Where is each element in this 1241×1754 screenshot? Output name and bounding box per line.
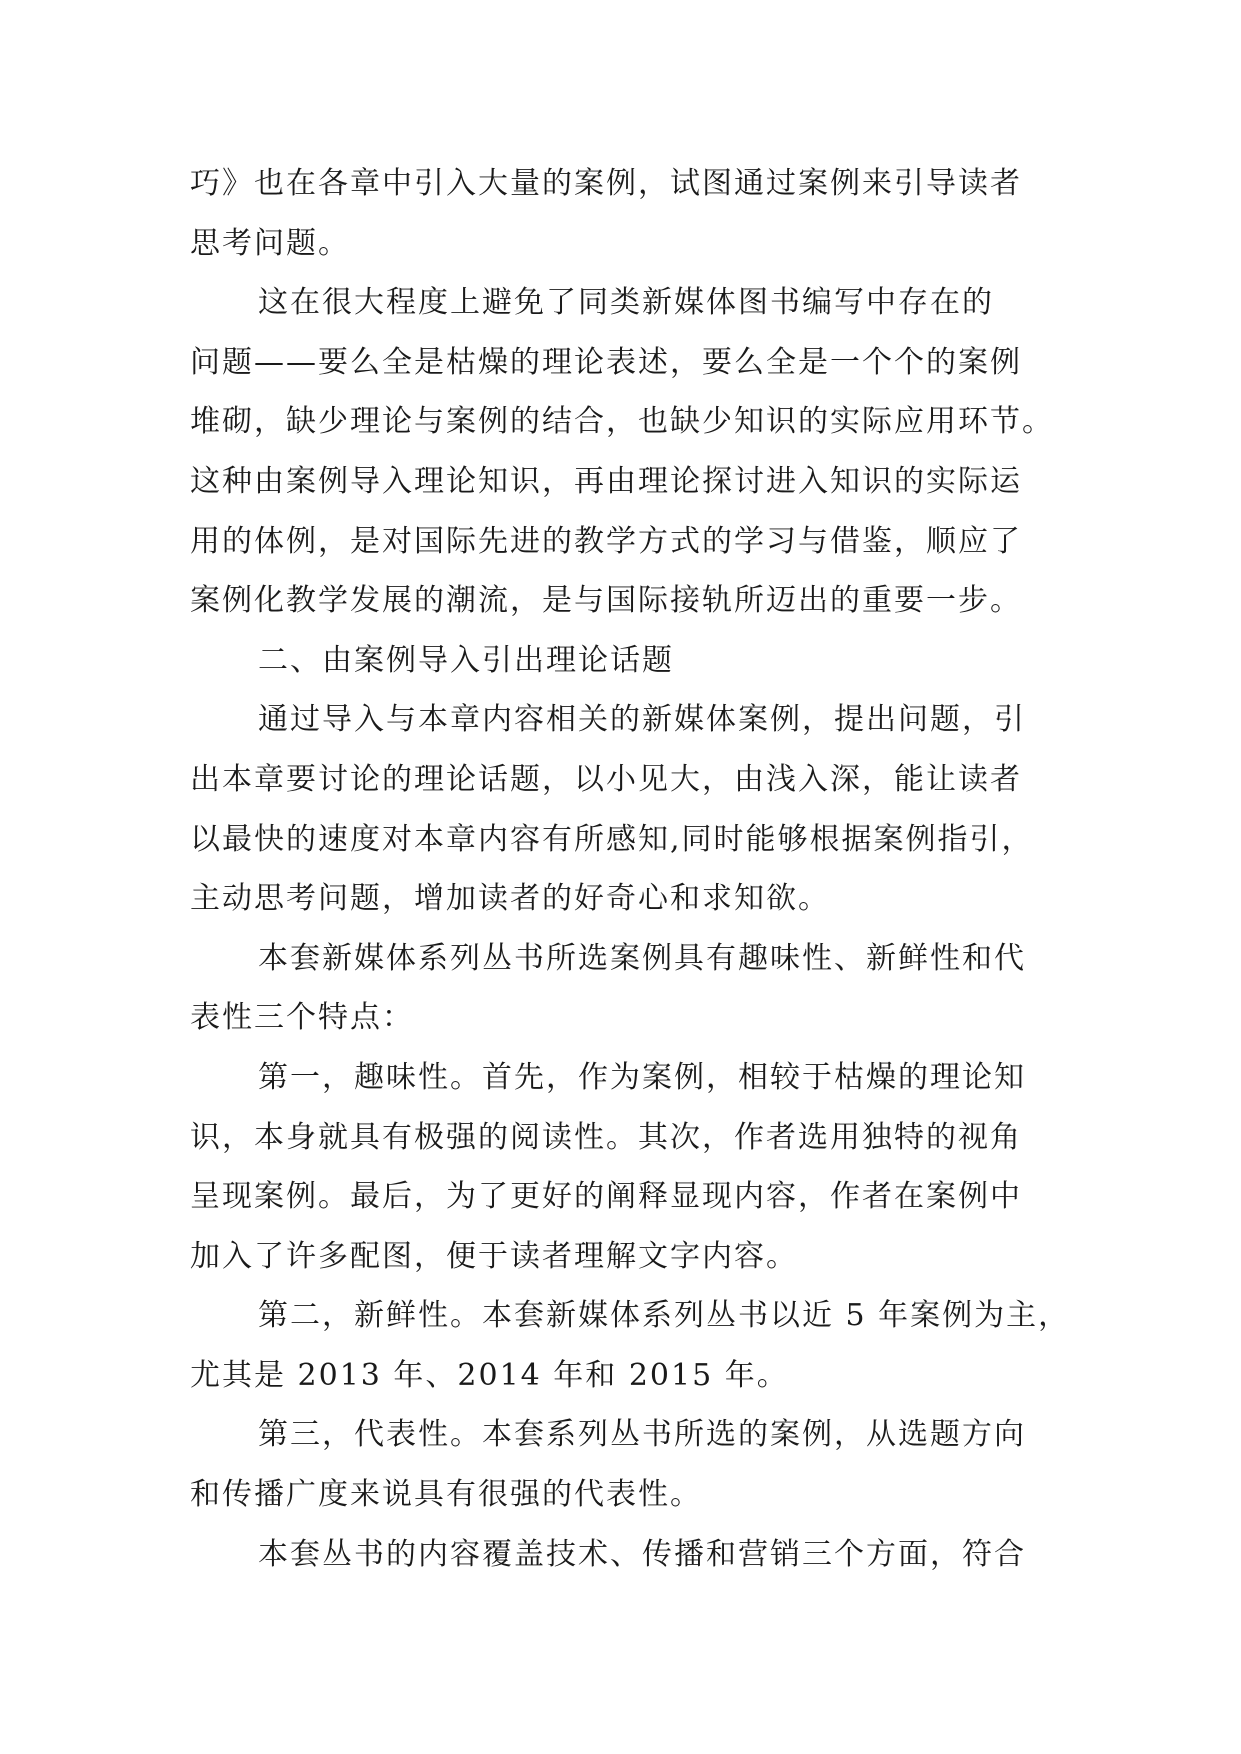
text-line: 思考问题。 bbox=[190, 225, 350, 261]
text-line: 尤其是 2013 年、2014 年和 2015 年。 bbox=[190, 1357, 789, 1393]
text-line: 本套丛书的内容覆盖技术、传播和营销三个方面，符合 bbox=[258, 1536, 1026, 1572]
text-line: 这在很大程度上避免了同类新媒体图书编写中存在的 bbox=[258, 285, 994, 321]
text-line: 识，本身就具有极强的阅读性。其次，作者选用独特的视角 bbox=[190, 1119, 1022, 1155]
text-line: 本套新媒体系列丛书所选案例具有趣味性、新鲜性和代 bbox=[258, 940, 1026, 976]
text-line: 用的体例，是对国际先进的教学方式的学习与借鉴，顺应了 bbox=[190, 523, 1022, 559]
text-line: 这种由案例导入理论知识，再由理论探讨进入知识的实际运 bbox=[190, 463, 1022, 499]
text-line: 巧》也在各章中引入大量的案例，试图通过案例来引导读者 bbox=[190, 166, 1022, 201]
text-line: 表性三个特点： bbox=[190, 1000, 414, 1036]
text-line: 堆砌，缺少理论与案例的结合，也缺少知识的实际应用环节。 bbox=[190, 404, 1054, 440]
text-line: 加入了许多配图，便于读者理解文字内容。 bbox=[190, 1238, 798, 1274]
text-line: 呈现案例。最后，为了更好的阐释显现内容，作者在案例中 bbox=[190, 1179, 1022, 1215]
text-line: 案例化教学发展的潮流，是与国际接轨所迈出的重要一步。 bbox=[190, 583, 1022, 619]
text-line: 主动思考问题，增加读者的好奇心和求知欲。 bbox=[190, 881, 830, 917]
text-line: 问题——要么全是枯燥的理论表述，要么全是一个个的案例 bbox=[190, 344, 1022, 380]
body-text bbox=[190, 154, 1071, 1584]
text-line: 通过导入与本章内容相关的新媒体案例，提出问题，引 bbox=[258, 702, 1026, 738]
text-line: 第三，代表性。本套系列丛书所选的案例，从选题方向 bbox=[258, 1417, 1026, 1453]
text-line: 出本章要讨论的理论话题，以小见大，由浅入深，能让读者 bbox=[190, 761, 1022, 797]
section-heading: 二、由案例导入引出理论话题 bbox=[258, 642, 674, 678]
text-line: 第一，趣味性。首先，作为案例，相较于枯燥的理论知 bbox=[258, 1059, 1026, 1095]
text-line: 第二，新鲜性。本套新媒体系列丛书以近 5 年案例为主， bbox=[258, 1298, 1071, 1334]
text-line: 以最快的速度对本章内容有所感知,同时能够根据案例指引， bbox=[190, 821, 1034, 857]
text-line: 和传播广度来说具有很强的代表性。 bbox=[190, 1477, 702, 1513]
